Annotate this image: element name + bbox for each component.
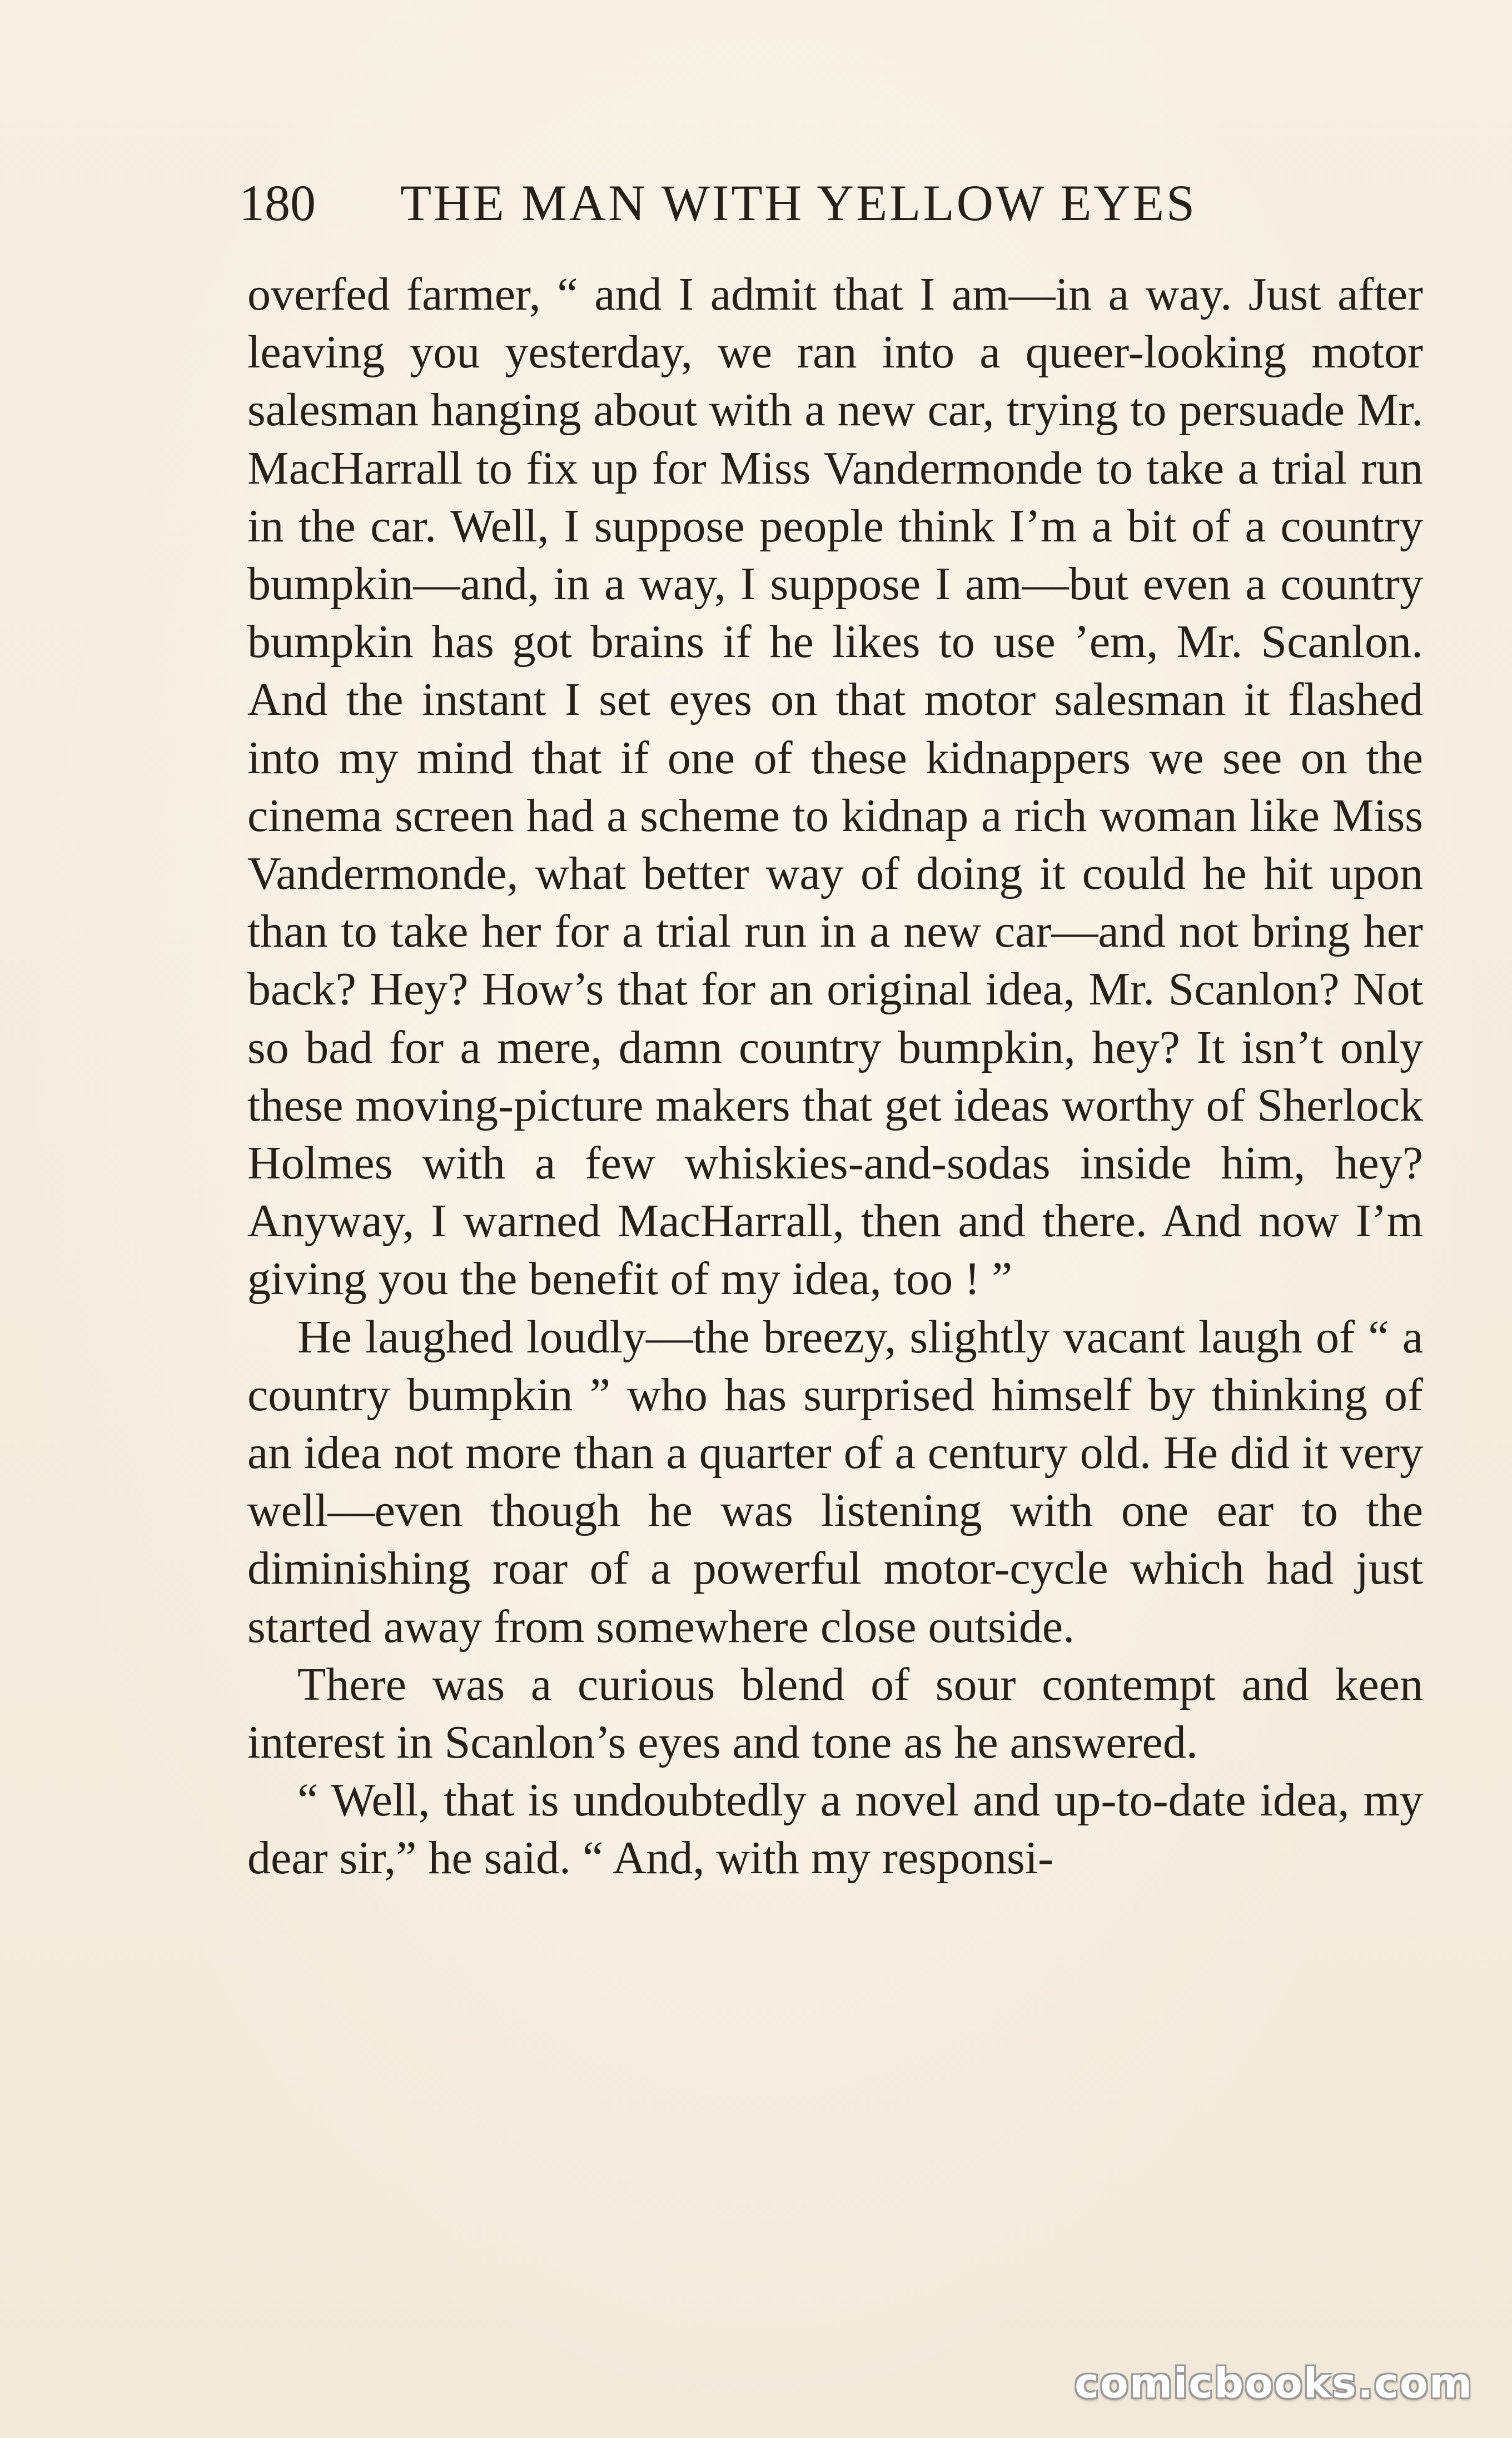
paragraph: overfed farmer, “ and I admit that I am—in a way. Just after leaving you yesterday, we ran into a queer-looking motor salesman hanging about with a new car, trying to persuade Mr. MacHarrall to fix up for Miss Vandermonde to take a trial run in the car. Well, I suppose people think I’m a bit of a country bumpkin—and, in a way, I suppose I am—but even a country bumpkin has got brains if he likes to use ’em, Mr. Scanlon. And the instant I set eyes on that motor salesman it flashed into my mind that if one of these kidnappers we see on the cinema screen had a scheme to kidnap a rich woman like Miss Vandermonde, what better way of doing it could he hit upon than to take her for a trial run in a new car—and not bring her back? Hey? How’s that for an original idea, Mr. Scanlon? Not so bad for a mere, damn country bumpkin, hey? It isn’t only these moving-picture makers that get ideas worthy of Sherlock Holmes with a few whiskies-and-sodas inside him, hey? Anyway, I warned MacHarrall, then and there. And now I’m giving you the benefit of my idea, too ! ” bbox=[247, 268, 1423, 1305]
book-title: THE MAN WITH YELLOW EYES bbox=[400, 175, 1197, 231]
paragraph: “ Well, that is undoubtedly a novel and up-to-date idea, my dear sir,” he said. “ And, with my responsi- bbox=[247, 1774, 1423, 1884]
body-text bbox=[247, 266, 1423, 1888]
paragraph: There was a curious blend of sour contempt and keen interest in Scanlon’s eyes and tone as he answered. bbox=[247, 1658, 1423, 1769]
watermark: comicbooks.com bbox=[1075, 2360, 1473, 2407]
page-number: 180 bbox=[239, 175, 316, 231]
paragraph: He laughed loudly—the breezy, slightly vacant laugh of “ a country bumpkin ” who has surprised himself by thinking of an idea not more than a quarter of a century old. He did it very well—even though he was listening with one ear to the diminishing roar of a powerful motor-cycle which had just started away from somewhere close outside. bbox=[247, 1311, 1423, 1653]
running-head bbox=[239, 170, 1429, 236]
